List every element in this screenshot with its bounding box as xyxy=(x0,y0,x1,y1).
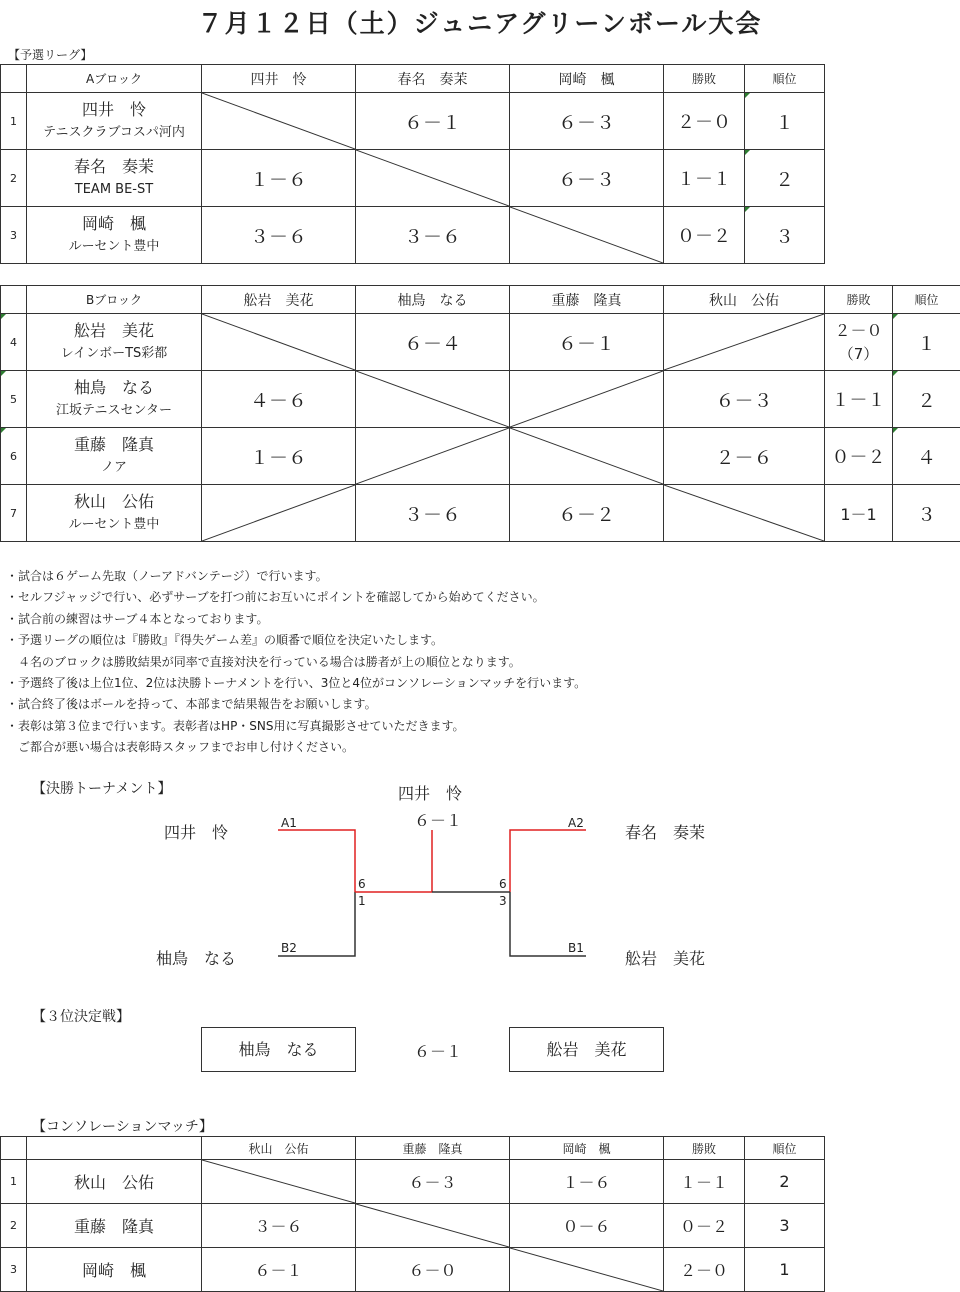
semi-score-left-top: 6 xyxy=(358,877,366,891)
rank-cell: １ xyxy=(893,314,960,371)
col-header: 重藤 隆真 xyxy=(356,1137,510,1160)
bracket-player-a2: 春名 奏茉 xyxy=(625,823,706,842)
col-header: 秋山 公佑 xyxy=(202,1137,356,1160)
third-place-right-box: 舩岩 美花 xyxy=(509,1027,664,1072)
player-name: 岡崎 楓 xyxy=(81,214,146,233)
player-name: 岡崎 楓 xyxy=(27,1248,202,1292)
self-match-cell xyxy=(510,1248,664,1292)
score-cell: １－６ xyxy=(202,428,356,485)
win-loss-cell: ０－２ xyxy=(825,428,893,485)
rank-cell: ２ xyxy=(893,371,960,428)
rank-cell: ３ xyxy=(745,207,825,264)
win-loss-cell: １－１ xyxy=(664,1160,745,1204)
row-number: 5 xyxy=(1,371,27,428)
col-header: 舩岩 美花 xyxy=(202,286,356,314)
col-header: 四井 怜 xyxy=(202,65,356,93)
table-row xyxy=(1,1204,825,1248)
note-line: ・試合終了後はボールを持って、本部まで結果報告をお願いします。 xyxy=(6,697,377,712)
row-number: 3 xyxy=(1,207,27,264)
score-cell: ３－６ xyxy=(202,1204,356,1248)
consolation-table xyxy=(0,1136,825,1292)
rank-cell: １ xyxy=(745,93,825,150)
col-header: 岡崎 楓 xyxy=(510,65,664,93)
player-name: 四井 怜 xyxy=(81,100,146,119)
semi-score-right-top: 6 xyxy=(499,877,507,891)
rank-header: 順位 xyxy=(893,286,960,314)
bracket-a1-line xyxy=(278,830,355,892)
rank-header: 順位 xyxy=(745,65,825,93)
note-line: ご都合が悪い場合は表彰時スタッフまでお申し付けください。 xyxy=(6,740,355,755)
col-header: 重藤 隆真 xyxy=(510,286,664,314)
club-name: ルーセント豊中 xyxy=(68,239,160,254)
row-number: 1 xyxy=(1,1160,27,1204)
score-cell: ３－６ xyxy=(356,207,510,264)
player-name: 舩岩 美花 xyxy=(73,321,154,340)
row-number: 2 xyxy=(1,150,27,207)
rank-cell: ３ xyxy=(893,485,960,542)
club-name: TEAM BE-ST xyxy=(74,182,154,197)
seed-label-b1: B1 xyxy=(568,941,584,955)
bracket-a2-line xyxy=(510,830,586,892)
score-cell: ６－４ xyxy=(356,314,510,371)
win-loss-cell: ０－２ xyxy=(664,1204,745,1248)
champion-name: 四井 怜 xyxy=(398,784,463,803)
final-label: 【決勝トーナメント】 xyxy=(32,781,172,797)
row-number: 1 xyxy=(1,93,27,150)
bracket-player-a1: 四井 怜 xyxy=(164,823,229,842)
row-number: 7 xyxy=(1,485,27,542)
player-name: 春名 奏茉 xyxy=(73,157,154,176)
score-cell: ２－６ xyxy=(664,428,825,485)
col-header: 柚鳥 なる xyxy=(356,286,510,314)
third-place-label: 【３位決定戦】 xyxy=(32,1009,130,1025)
score-cell: ６－３ xyxy=(356,1160,510,1204)
rank-cell: 3 xyxy=(745,1204,825,1248)
score-cell: ６－１ xyxy=(510,314,664,371)
rank-header: 順位 xyxy=(745,1137,825,1160)
row-number: 2 xyxy=(1,1204,27,1248)
player-name: 重藤 隆真 xyxy=(27,1204,202,1248)
score-cell: ３－６ xyxy=(202,207,356,264)
wl-header: 勝敗 xyxy=(664,1137,745,1160)
rank-cell: ４ xyxy=(893,428,960,485)
col-header: 秋山 公佑 xyxy=(664,286,825,314)
win-loss-cell: 1－1 xyxy=(825,485,893,542)
club-name: レインボーTS彩都 xyxy=(60,346,168,361)
score-cell: １－６ xyxy=(202,150,356,207)
self-match-cell xyxy=(202,1160,356,1204)
consolation-label: 【コンソレーションマッチ】 xyxy=(32,1119,213,1135)
note-line: ４名のブロックは勝敗結果が同率で直接対決を行っている場合は勝者が上の順位となります。 xyxy=(6,654,521,669)
row-number: 6 xyxy=(1,428,27,485)
score-cell: ４－６ xyxy=(202,371,356,428)
seed-label-a2: A2 xyxy=(568,816,584,830)
score-cell: ６－３ xyxy=(664,371,825,428)
player-name: 重藤 隆真 xyxy=(73,435,154,454)
self-match-cell xyxy=(356,1204,510,1248)
player-name: 秋山 公佑 xyxy=(27,1160,202,1204)
club-name: ノア xyxy=(100,460,127,475)
third-place-score: ６－１ xyxy=(414,1042,463,1061)
bracket-player-b2: 柚鳥 なる xyxy=(156,949,237,968)
rank-cell: ２ xyxy=(745,150,825,207)
score-cell: ６－１ xyxy=(202,1248,356,1292)
player-name: 秋山 公佑 xyxy=(73,492,154,511)
note-line: ・予選リーグの順位は『勝敗』『得失ゲーム差』の順番で順位を決定いたします。 xyxy=(6,633,444,648)
win-loss-cell: ２－０ xyxy=(664,1248,745,1292)
consolation-header xyxy=(1,1137,825,1160)
table-row xyxy=(1,1248,825,1292)
col-header: 岡崎 楓 xyxy=(510,1137,664,1160)
score-cell: ６－３ xyxy=(510,93,664,150)
score-cell: ０－６ xyxy=(510,1204,664,1248)
win-loss-cell: ０－２ xyxy=(664,207,745,264)
semi-score-left-bottom: 1 xyxy=(358,894,366,908)
col-header: 春名 奏茉 xyxy=(356,65,510,93)
seed-label-b2: B2 xyxy=(281,941,297,955)
win-loss-cell: １－１ xyxy=(664,150,745,207)
club-name: 江坂テニスセンター xyxy=(56,403,172,418)
note-line: ・予選終了後は上位1位、2位は決勝トーナメントを行い、3位と4位がコンソレーションマッチを行います。 xyxy=(6,676,587,691)
rank-cell: 1 xyxy=(745,1248,825,1292)
score-cell: ６－３ xyxy=(510,150,664,207)
score-cell: ６－２ xyxy=(510,485,664,542)
block-a-label: Aブロック xyxy=(27,65,202,93)
final-score: ６－１ xyxy=(414,811,463,830)
win-loss-cell: ２－０ （7） xyxy=(825,314,893,371)
third-place-left-box: 柚鳥 なる xyxy=(201,1027,356,1072)
note-line: ・表彰は第３位まで行います。表彰者はHP・SNS用に写真撮影させていただきます。 xyxy=(6,718,465,733)
note-line: ・試合は６ゲーム先取（ノーアドバンテージ）で行います。 xyxy=(6,569,328,583)
prelim-label: 【予選リーグ】 xyxy=(8,48,93,62)
club-name: テニスクラブコスパ河内 xyxy=(43,125,185,140)
score-cell: １－６ xyxy=(510,1160,664,1204)
page-title: ７月１２日（土）ジュニアグリーンボール大会 xyxy=(197,9,763,38)
block-b-label: Bブロック xyxy=(27,286,202,314)
semi-score-right-bottom: 3 xyxy=(499,894,507,908)
note-line: ・試合前の練習はサーブ４本となっております。 xyxy=(6,611,269,626)
score-cell: ３－６ xyxy=(356,485,510,542)
row-number: 3 xyxy=(1,1248,27,1292)
wl-header: 勝敗 xyxy=(825,286,893,314)
score-cell: ６－０ xyxy=(356,1248,510,1292)
club-name: ルーセント豊中 xyxy=(68,517,160,532)
table-row xyxy=(1,1160,825,1204)
wl-header: 勝敗 xyxy=(664,65,745,93)
bracket-player-b1: 舩岩 美花 xyxy=(625,949,706,968)
seed-label-a1: A1 xyxy=(281,816,297,830)
note-line: ・セルフジャッジで行い、必ずサーブを打つ前にお互いにポイントを確認してから始めてください。 xyxy=(6,590,545,605)
rank-cell: 2 xyxy=(745,1160,825,1204)
row-number: 4 xyxy=(1,314,27,371)
player-name: 柚鳥 なる xyxy=(73,378,154,397)
score-cell: ６－１ xyxy=(356,93,510,150)
win-loss-cell: ２－０ xyxy=(664,93,745,150)
win-loss-cell: １－１ xyxy=(825,371,893,428)
